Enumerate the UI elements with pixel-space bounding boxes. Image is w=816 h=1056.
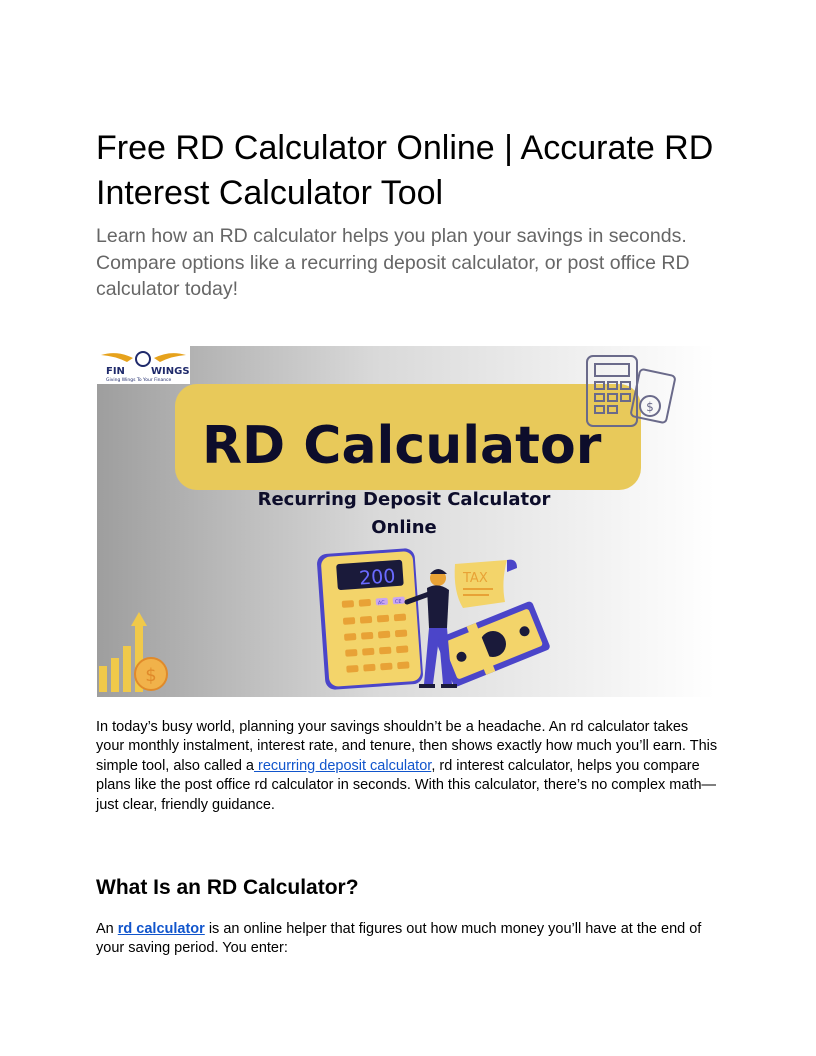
logo-text-left: FIN [106, 366, 125, 377]
logo-text-right: WINGS [151, 366, 190, 377]
page-title: Free RD Calculator Online | Accurate RD Interest Calculator Tool [96, 129, 714, 212]
recurring-deposit-calculator-link[interactable]: recurring deposit calculator [253, 757, 432, 774]
intro-text-before-link: In today’s busy world, planning your savings shouldn’t be a headache. An rd calculator takes your monthly instalment, interest rate, and tenure, then shows exactly how much you’ll earn. This simple tool, also called a [96, 719, 718, 774]
section-text-after-link: is an online helper that figures out how much money you’ll have at the end of your saving period. You enter: [96, 921, 702, 957]
section-paragraph [96, 920, 720, 959]
section-text-before-link: An [96, 921, 118, 937]
finwings-logo [97, 346, 190, 384]
svg-text:$: $ [145, 665, 157, 686]
section-heading: What Is an RD Calculator? [96, 876, 359, 899]
rd-calculator-link[interactable]: rd calculator [117, 921, 205, 937]
dollar-icon: $ [646, 400, 654, 414]
calculator-illustration [316, 548, 423, 691]
intro-paragraph [96, 718, 720, 815]
banner-subheadline-line1: Recurring Deposit Calculator [257, 489, 551, 510]
calculator-display-value: 200 [358, 565, 397, 590]
banner-headline: RD Calculator [202, 416, 602, 476]
rd-calculator-banner-image [97, 346, 715, 697]
key-ac: AC [377, 599, 385, 607]
key-ce: CE [394, 598, 402, 606]
tax-label: TAX [463, 571, 488, 586]
logo-tagline: Giving Wings To Your Finance [106, 378, 172, 383]
page-subtitle: Learn how an RD calculator helps you plan your savings in seconds. Compare options like a recurring deposit calculator, or post office RD calculator today! [96, 225, 690, 300]
banner-subheadline-line2: Online [371, 517, 437, 538]
intro-text-after-link: , rd interest calculator, helps you compare plans like the post office rd calculator in seconds. With this calculator, there’s no complex math—just clear, friendly guidance. [96, 757, 717, 813]
